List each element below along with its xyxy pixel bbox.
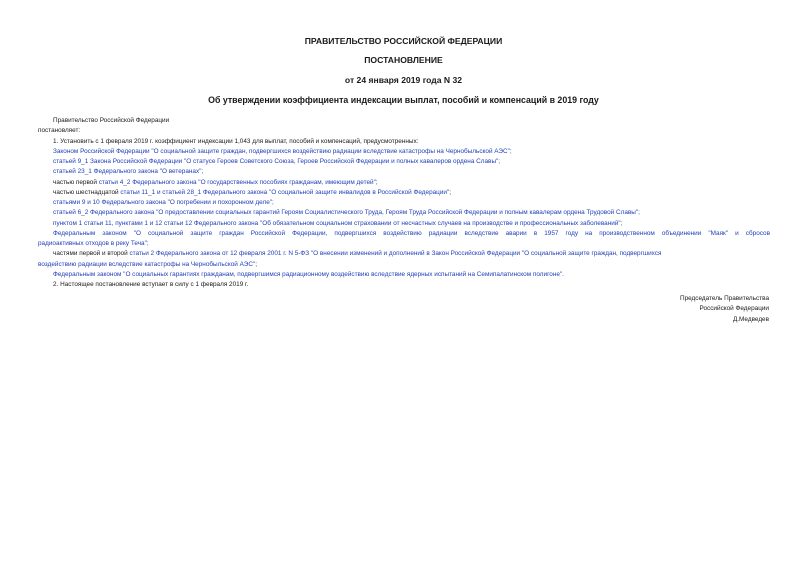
law-link-10-cont[interactable]: воздействию радиации вследствие катастрофы на Чернобыльской АЭС" — [38, 260, 256, 268]
signature-position: Председатель Правительства — [680, 295, 769, 302]
law-link-1[interactable] — [38, 147, 770, 157]
law-item-10-line-2 — [38, 260, 770, 270]
law-link-3-text[interactable]: статьей 23_1 Федерального закона "О ветеранах"; — [53, 168, 204, 176]
law-item-10-line-1 — [38, 249, 770, 259]
law-link-6-text[interactable]: статьями 9 и 10 Федерального закона "О погребении и похоронном деле"; — [53, 199, 274, 206]
law-link-7-text[interactable]: статьей 6_2 Федерального закона "О предоставлении социальных гарантий Героям Социалистического Труда, Героям Труда Российской Федерации и полным кавалерам ордена Трудовой Славы"; — [53, 209, 640, 217]
law-4-suffix: ; — [375, 178, 378, 186]
intro-line-1: Правительство Российской Федерации — [53, 117, 170, 124]
law-link-1-text[interactable]: Законом Российской Федерации "О социальной защите граждан, подвергшихся воздействию радиации вследствие катастрофы на Чернобыльской АЭС"; — [53, 147, 512, 155]
doc-type-heading: ПОСТАНОВЛЕНИЕ — [364, 55, 443, 65]
law-link-9-line-2[interactable] — [38, 239, 770, 249]
law-10-suffix: ; — [255, 260, 258, 268]
item-2: 2. Настоящее постановление вступает в силу с 1 февраля 2019 г. — [53, 281, 249, 288]
law-4-prefix: частью первой — [53, 178, 99, 186]
law-link-6[interactable] — [38, 198, 770, 208]
law-link-9-text-1[interactable]: Федеральным законом "О социальной защите граждан Российской Федерации, подвергшихся воздействию радиации вследствие аварии в 1957 году на производственном объединении "Маяк" и сбросов — [53, 229, 770, 237]
law-link-8[interactable] — [38, 219, 770, 229]
law-link-11[interactable] — [38, 270, 770, 280]
intro-line-2: постановляет: — [38, 127, 81, 135]
law-10-prefix: частями первой и второй — [53, 250, 130, 258]
law-link-5[interactable]: статьи 11_1 и статьей 28_1 Федерального закона "О социальной защите инвалидов в Российской Федерации" — [120, 188, 450, 196]
law-5-suffix: ; — [449, 188, 452, 196]
law-link-2[interactable] — [38, 157, 770, 167]
law-link-3[interactable] — [38, 167, 770, 177]
signature-country: Российской Федерации — [699, 305, 769, 313]
law-item-5 — [38, 188, 770, 198]
date-number-heading: от 24 января 2019 года N 32 — [344, 75, 463, 85]
law-link-9-text-2[interactable]: радиоактивных отходов в реку Теча"; — [38, 240, 149, 247]
government-heading: ПРАВИТЕЛЬСТВО РОССИЙСКОЙ ФЕДЕРАЦИИ — [304, 36, 503, 46]
law-link-2-text[interactable]: статьей 9_1 Закона Российской Федерации "О статусе Героев Советского Союза, Героев Российской Федерации и полных кавалеров ордена Славы"; — [53, 158, 501, 165]
document-body — [38, 116, 770, 290]
item-1: 1. Установить с 1 февраля 2019 г. коэффициент индексации 1,043 для выплат, пособий и компенсаций, предусмотренных: — [53, 137, 419, 145]
law-5-prefix: частью шестнадцатой — [53, 188, 121, 196]
law-link-11-text[interactable]: Федеральным законом "О социальных гарантиях гражданам, подвергшимся радиационному воздействию вследствие ядерных испытаний на Семипалатинском полигоне". — [53, 270, 564, 278]
law-item-4 — [38, 178, 770, 188]
law-link-7[interactable] — [38, 208, 770, 218]
signature-block — [680, 294, 769, 325]
law-link-8-text[interactable]: пунктом 1 статьи 11, пунктами 1 и 12 статьи 12 Федерального закона "Об обязательном социальном страховании от несчастных случаев на производстве и профессиональных заболеваний"; — [53, 219, 623, 227]
signature-name: Д.Медведев — [732, 315, 769, 323]
document-title: Об утверждении коэффициента индексации выплат, пособий и компенсаций в 2019 году — [208, 95, 599, 105]
law-link-9-line-1[interactable] — [38, 229, 770, 239]
law-link-10[interactable]: статьи 2 Федерального закона от 12 февраля 2001 г. N 5-ФЗ "О внесении изменений и дополнений в Закон Российской Федерации "О социальной защите граждан, подвергшихся — [129, 250, 662, 258]
law-link-4[interactable]: статьи 4_2 Федерального закона "О государственных пособиях гражданам, имеющим детей" — [98, 178, 376, 186]
